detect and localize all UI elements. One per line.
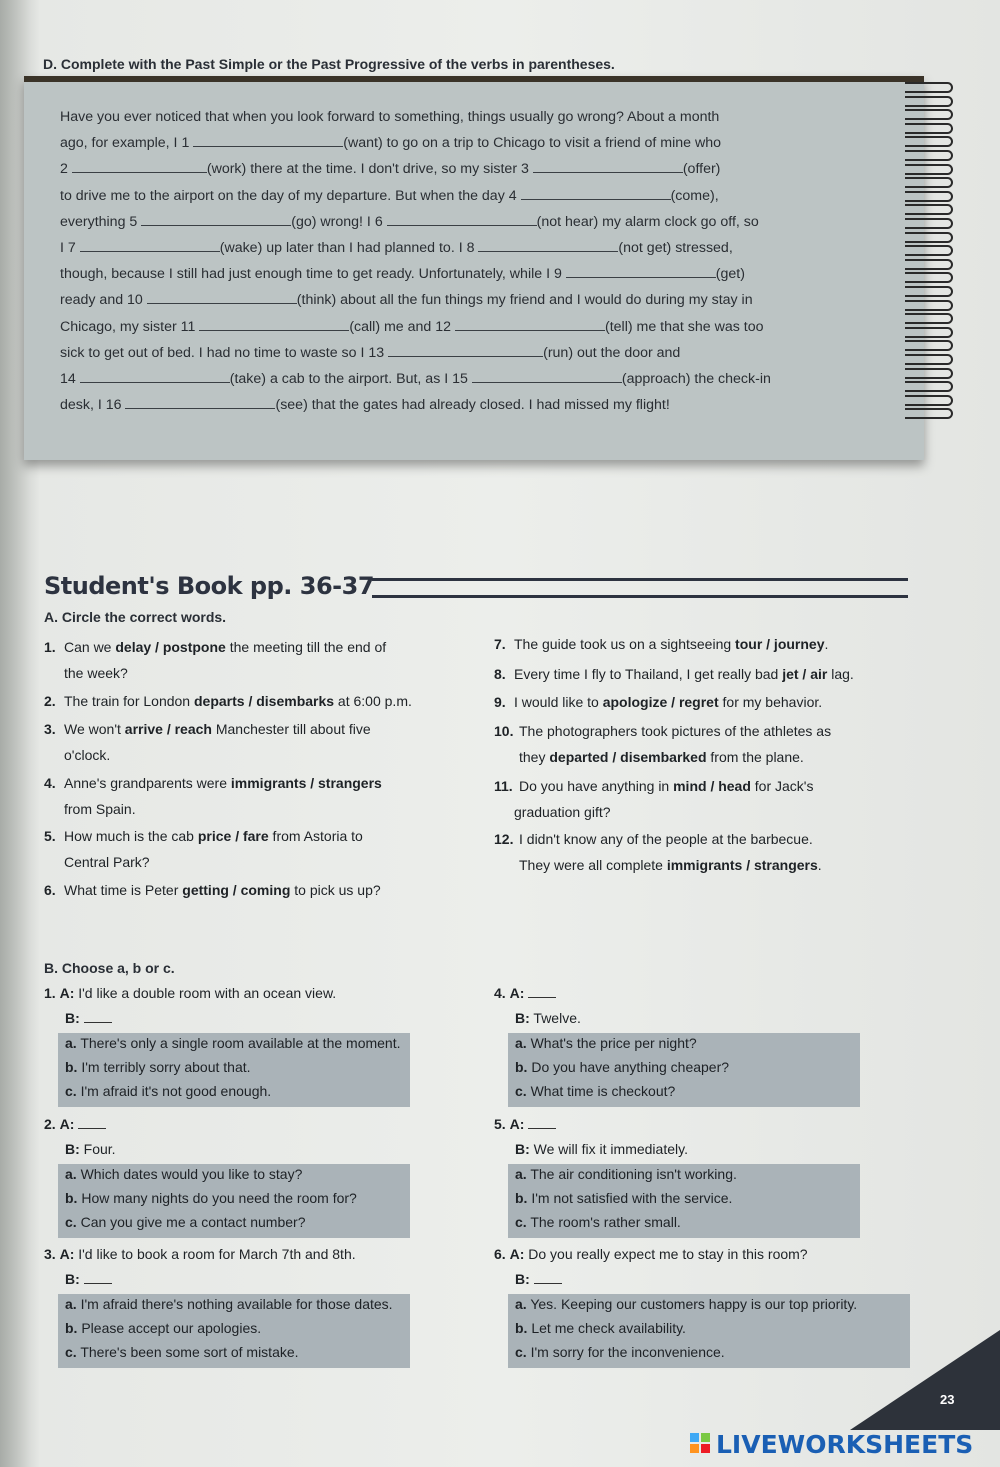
option-letter: b. (515, 1190, 528, 1206)
speaker-b-label: B: (65, 1010, 80, 1026)
option-text: The air conditioning isn't working. (530, 1166, 737, 1182)
word-choice[interactable]: departs / disembarks (193, 693, 335, 709)
question-text: They were all complete (519, 857, 667, 873)
answer-blank[interactable] (455, 318, 605, 331)
dialogue-b-line (65, 1141, 116, 1157)
line-segment: (not hear) my alarm clock go off, so (536, 213, 759, 230)
answer-blank[interactable] (193, 134, 343, 147)
question-line: the week? (64, 665, 128, 681)
answer-option[interactable] (515, 1296, 857, 1312)
option-letter: c. (65, 1344, 77, 1360)
option-text: I'm afraid there's nothing available for those dates. (80, 1296, 393, 1312)
line-segment: (approach) the check-in (621, 371, 771, 388)
answer-blank[interactable] (80, 370, 230, 383)
notebook-line (60, 183, 890, 209)
option-letter: b. (65, 1059, 78, 1075)
line-segment: desk, I 16 (60, 397, 126, 414)
question-text: lag. (827, 666, 854, 682)
option-text: Let me check availability. (531, 1320, 686, 1336)
option-letter: b. (515, 1059, 528, 1075)
answer-option[interactable] (515, 1059, 729, 1075)
dialogue-a-line (44, 985, 336, 1001)
speaker-a-label: A: (509, 985, 525, 1001)
word-choice[interactable]: apologize / regret (602, 694, 719, 710)
spiral-ring (905, 395, 953, 406)
line-segment: Chicago, my sister 11 (60, 318, 200, 335)
line-segment: 2 (60, 161, 72, 178)
answer-blank[interactable] (80, 239, 220, 252)
option-letter: a. (65, 1035, 77, 1051)
word-choice[interactable]: departed / disembarked (549, 749, 707, 765)
option-letter: c. (515, 1344, 527, 1360)
answer-blank[interactable] (478, 239, 618, 252)
option-text: There's been some sort of mistake. (80, 1344, 299, 1360)
option-text: How many nights do you need the room for? (81, 1190, 357, 1206)
question-line (494, 773, 934, 799)
speaker-b-text: We will fix it immediately. (529, 1141, 688, 1157)
line-segment: (take) a cab to the airport. But, as I 15 (229, 371, 472, 388)
dialogue-b-line (515, 1271, 562, 1287)
answer-option[interactable] (65, 1214, 305, 1230)
line-segment: (work) there at the time. I don't drive, so my sister 3 (206, 161, 533, 178)
dialogue-a-line (494, 1246, 808, 1262)
line-segment: (think) about all the fun things my friend and I would do during my stay in (296, 292, 753, 309)
line-segment: (see) that the gates had already closed. I had missed my flight! (275, 397, 670, 414)
question-number: 9. (494, 694, 506, 710)
word-choice[interactable]: immigrants / strangers (230, 775, 382, 791)
answer-option[interactable] (65, 1190, 357, 1206)
answer-option[interactable] (515, 1035, 697, 1051)
speaker-a-text: I'd like a double room with an ocean view. (74, 985, 337, 1001)
word-choice[interactable]: jet / air (782, 666, 828, 682)
word-choice[interactable]: mind / head (673, 778, 751, 794)
notebook-line (60, 392, 890, 418)
question-number: 5. (494, 1116, 506, 1132)
question-number: 3. (44, 721, 56, 737)
line-segment: (get) (715, 266, 745, 283)
notebook-text (60, 104, 890, 418)
line-segment: Have you ever noticed that when you look forward to something, things usually go wrong? About a month (60, 109, 720, 125)
question-text: The guide took us on a sightseeing (514, 636, 736, 652)
word-choice[interactable]: tour / journey (735, 636, 825, 652)
question-line (494, 744, 934, 770)
spiral-binding (905, 82, 965, 422)
answer-blank[interactable] (78, 1117, 106, 1129)
option-text: Yes. Keeping our customers happy is our top priority. (530, 1296, 858, 1312)
option-letter: a. (515, 1166, 527, 1182)
question-text: they (519, 749, 550, 765)
spiral-ring (905, 96, 953, 107)
option-text: Do you have anything cheaper? (531, 1059, 730, 1075)
answer-option[interactable] (65, 1296, 393, 1312)
question-text: from Astoria to (268, 828, 363, 844)
notebook-line (60, 314, 890, 340)
question-text: Do you have anything in (519, 778, 674, 794)
notebook-line (60, 340, 890, 366)
question-line (494, 689, 934, 715)
answer-option[interactable] (65, 1035, 401, 1051)
answer-blank[interactable] (125, 396, 275, 409)
spiral-ring (905, 82, 953, 93)
spiral-ring (905, 327, 953, 338)
answer-option[interactable] (65, 1083, 271, 1099)
notebook-line (60, 104, 890, 130)
option-text: What's the price per night? (530, 1035, 697, 1051)
option-letter: a. (515, 1035, 527, 1051)
answer-blank[interactable] (528, 986, 556, 998)
circle-question (494, 689, 934, 715)
spiral-ring (905, 191, 953, 202)
question-line (44, 770, 484, 796)
speaker-b-text: Four. (79, 1141, 116, 1157)
circle-question (44, 770, 484, 822)
speaker-a-label: A: (59, 1246, 75, 1262)
students-book-title: Student's Book pp. 36-37 (44, 572, 375, 600)
section-b-heading: B. Choose a, b or c. (44, 960, 175, 976)
notebook-line (60, 156, 890, 182)
spiral-ring (905, 286, 953, 297)
notebook-line (60, 261, 890, 287)
question-number: 2. (44, 693, 56, 709)
question-text: the meeting till the end of (225, 639, 387, 655)
question-number: 6. (494, 1246, 506, 1262)
question-text: from the plane. (706, 749, 804, 765)
answer-option[interactable] (515, 1166, 737, 1182)
question-line (494, 718, 934, 744)
circle-question (44, 716, 484, 768)
spiral-ring (905, 150, 953, 161)
answer-option[interactable] (515, 1214, 681, 1230)
question-text: . (817, 857, 822, 873)
liveworksheets-brand: LIVEWORKSHEETS (716, 1430, 974, 1459)
line-segment: ready and 10 (60, 292, 147, 309)
line-segment: 14 (60, 371, 80, 388)
answer-option[interactable] (515, 1344, 725, 1360)
question-number: 3. (44, 1246, 56, 1262)
question-line (44, 634, 484, 660)
question-line: from Spain. (64, 801, 136, 817)
option-letter: b. (65, 1320, 78, 1336)
question-text: . (824, 636, 829, 652)
question-line (494, 826, 934, 852)
spiral-ring (905, 381, 953, 392)
spiral-ring (905, 259, 953, 270)
spiral-ring (905, 245, 953, 256)
section-a-heading: A. Circle the correct words. (44, 609, 227, 625)
answer-blank[interactable] (72, 160, 207, 173)
answer-blank[interactable] (199, 318, 349, 331)
question-text: How much is the cab (64, 828, 198, 844)
answer-blank[interactable] (141, 213, 291, 226)
answer-option[interactable] (65, 1059, 251, 1075)
answer-blank[interactable] (528, 1117, 556, 1129)
word-choice[interactable]: immigrants / strangers (666, 857, 818, 873)
notebook-line (60, 366, 890, 392)
answer-blank[interactable] (521, 187, 671, 200)
speaker-b-label: B: (515, 1010, 530, 1026)
spiral-ring (905, 218, 953, 229)
question-number: 4. (494, 985, 506, 1001)
option-text: Can you give me a contact number? (80, 1214, 306, 1230)
option-letter: c. (65, 1214, 77, 1230)
option-letter: a. (515, 1296, 527, 1312)
question-text: at 6:00 p.m. (334, 693, 412, 709)
option-text: There's only a single room available at the moment. (80, 1035, 401, 1051)
line-segment: (offer) (682, 161, 721, 178)
question-line (44, 877, 484, 903)
liveworksheets-logo-icon (690, 1433, 712, 1455)
line-segment: I 7 (60, 240, 80, 257)
spiral-ring (905, 164, 953, 175)
spiral-ring (905, 109, 953, 120)
speaker-a-label: A: (509, 1246, 525, 1262)
circle-question (494, 826, 934, 878)
dialogue-b-line (65, 1271, 112, 1287)
answer-blank[interactable] (534, 1272, 562, 1284)
answer-option[interactable] (515, 1320, 686, 1336)
option-letter: b. (65, 1190, 78, 1206)
question-number: 2. (44, 1116, 56, 1132)
notebook-line (60, 130, 890, 156)
word-choice[interactable]: getting / coming (182, 882, 291, 898)
spiral-ring (905, 300, 953, 311)
dialogue-a-line (494, 985, 556, 1001)
page-corner (850, 1330, 1000, 1430)
question-number: 1. (44, 985, 56, 1001)
answer-option[interactable] (65, 1344, 299, 1360)
speaker-b-label: B: (515, 1141, 530, 1157)
option-letter: a. (65, 1166, 77, 1182)
answer-blank[interactable] (472, 370, 622, 383)
question-number: 6. (44, 882, 56, 898)
question-text: What time is Peter (64, 882, 183, 898)
line-segment: (not get) stressed, (618, 240, 733, 257)
option-letter: b. (515, 1320, 528, 1336)
spiral-ring (905, 232, 953, 243)
answer-blank[interactable] (387, 213, 537, 226)
spiral-ring (905, 204, 953, 215)
question-number: 7. (494, 636, 506, 652)
question-number: 1. (44, 639, 56, 655)
line-segment: (go) wrong! I 6 (291, 213, 387, 230)
answer-blank[interactable] (566, 265, 716, 278)
section-d-heading: D. Complete with the Past Simple or the Past Progressive of the verbs in parentheses. (43, 56, 615, 72)
line-segment: sick to get out of bed. I had no time to waste so I 13 (60, 344, 389, 361)
notebook-line (60, 209, 890, 235)
question-text: Manchester till about five (211, 721, 371, 737)
line-segment: ago, for example, I 1 (60, 135, 194, 152)
dialogue-a-line (494, 1116, 556, 1132)
option-text: Which dates would you like to stay? (80, 1166, 303, 1182)
option-text: The room's rather small. (530, 1214, 681, 1230)
speaker-b-label: B: (515, 1271, 530, 1287)
option-letter: a. (65, 1296, 77, 1312)
answer-blank[interactable] (84, 1272, 112, 1284)
question-text: The train for London (64, 693, 194, 709)
dialogue-a-line (44, 1246, 356, 1262)
word-choice[interactable]: price / fare (197, 828, 269, 844)
line-segment: (come), (670, 187, 719, 204)
line-segment: though, because I still had just enough time to get ready. Unfortunately, while I 9 (60, 266, 566, 283)
line-segment: (tell) me that she was too (604, 318, 764, 335)
answer-blank[interactable] (533, 160, 683, 173)
line-segment: (want) to go on a trip to Chicago to visit a friend of mine who (343, 135, 722, 152)
question-number: 8. (494, 666, 506, 682)
spiral-ring (905, 340, 953, 351)
circle-question (44, 634, 484, 686)
speaker-a-label: A: (509, 1116, 525, 1132)
speaker-b-label: B: (65, 1141, 80, 1157)
question-text: I would like to (514, 694, 603, 710)
spiral-ring (905, 177, 953, 188)
question-text: for my behavior. (718, 694, 823, 710)
question-line: o'clock. (64, 747, 111, 763)
option-letter: c. (515, 1214, 527, 1230)
speaker-a-label: A: (59, 1116, 75, 1132)
option-text: I'm not satisfied with the service. (531, 1190, 733, 1206)
question-text: Every time I fly to Thailand, I get really bad (514, 666, 783, 682)
dialogue-b-line (515, 1010, 581, 1026)
question-text: The photographers took pictures of the athletes as (519, 723, 832, 739)
notebook-line (60, 287, 890, 313)
question-number: 4. (44, 775, 56, 791)
line-segment: (call) me and 12 (349, 318, 455, 335)
line-segment: (run) out the door and (543, 344, 681, 361)
question-number: 11. (494, 778, 513, 794)
question-line (494, 852, 934, 878)
line-segment: everything 5 (60, 213, 142, 230)
circle-question (494, 718, 934, 770)
option-text: What time is checkout? (530, 1083, 676, 1099)
dialogue-b-line (515, 1141, 688, 1157)
spiral-ring (905, 368, 953, 379)
question-line (44, 823, 484, 849)
question-line (44, 688, 484, 714)
question-number: 12. (494, 831, 514, 847)
notebook-box (24, 76, 924, 460)
question-line (494, 661, 934, 687)
circle-question (44, 688, 484, 714)
spiral-ring (905, 408, 953, 419)
answer-blank[interactable] (147, 291, 297, 304)
answer-blank[interactable] (388, 344, 543, 357)
speaker-a-text: I'd like to book a room for March 7th and 8th. (74, 1246, 356, 1262)
dialogue-a-line (44, 1116, 106, 1132)
option-text: I'm sorry for the inconvenience. (530, 1344, 725, 1360)
speaker-b-text: Twelve. (529, 1010, 581, 1026)
line-segment: to drive me to the airport on the day of my departure. But when the day 4 (60, 187, 521, 204)
option-text: I'm afraid it's not good enough. (80, 1083, 272, 1099)
answer-option[interactable] (65, 1166, 302, 1182)
circle-question (44, 877, 484, 903)
page-number: 23 (940, 1392, 955, 1407)
circle-question (494, 773, 934, 825)
option-letter: c. (65, 1083, 77, 1099)
title-rule-lines (372, 578, 908, 598)
option-letter: c. (515, 1083, 527, 1099)
speaker-a-text: Do you really expect me to stay in this room? (524, 1246, 808, 1262)
question-text: for Jack's (750, 778, 814, 794)
question-text: We won't (64, 721, 125, 737)
question-number: 5. (44, 828, 56, 844)
question-line (44, 716, 484, 742)
speaker-b-label: B: (65, 1271, 80, 1287)
question-text: to pick us up? (290, 882, 381, 898)
circle-question (494, 661, 934, 687)
spiral-ring (905, 136, 953, 147)
answer-option[interactable] (515, 1190, 732, 1206)
question-line: Central Park? (64, 854, 150, 870)
circle-question (494, 631, 934, 657)
question-text: Anne's grandparents were (64, 775, 231, 791)
word-choice[interactable]: delay / postpone (115, 639, 226, 655)
word-choice[interactable]: arrive / reach (124, 721, 212, 737)
spiral-ring (905, 313, 953, 324)
line-segment: (wake) up later than I had planned to. I 8 (219, 240, 479, 257)
speaker-a-label: A: (59, 985, 75, 1001)
answer-blank[interactable] (84, 1011, 112, 1023)
spiral-ring (905, 272, 953, 283)
notebook-line (60, 235, 890, 261)
question-text: Can we (64, 639, 116, 655)
option-text: Please accept our apologies. (81, 1320, 262, 1336)
answer-option[interactable] (515, 1083, 675, 1099)
question-number: 10. (494, 723, 514, 739)
answer-option[interactable] (65, 1320, 261, 1336)
option-text: I'm terribly sorry about that. (81, 1059, 251, 1075)
circle-question (44, 823, 484, 875)
spiral-ring (905, 354, 953, 365)
dialogue-b-line (65, 1010, 112, 1026)
spiral-ring (905, 123, 953, 134)
question-text: I didn't know any of the people at the barbecue. (519, 831, 813, 847)
question-line (494, 631, 934, 657)
question-line: graduation gift? (514, 804, 611, 820)
